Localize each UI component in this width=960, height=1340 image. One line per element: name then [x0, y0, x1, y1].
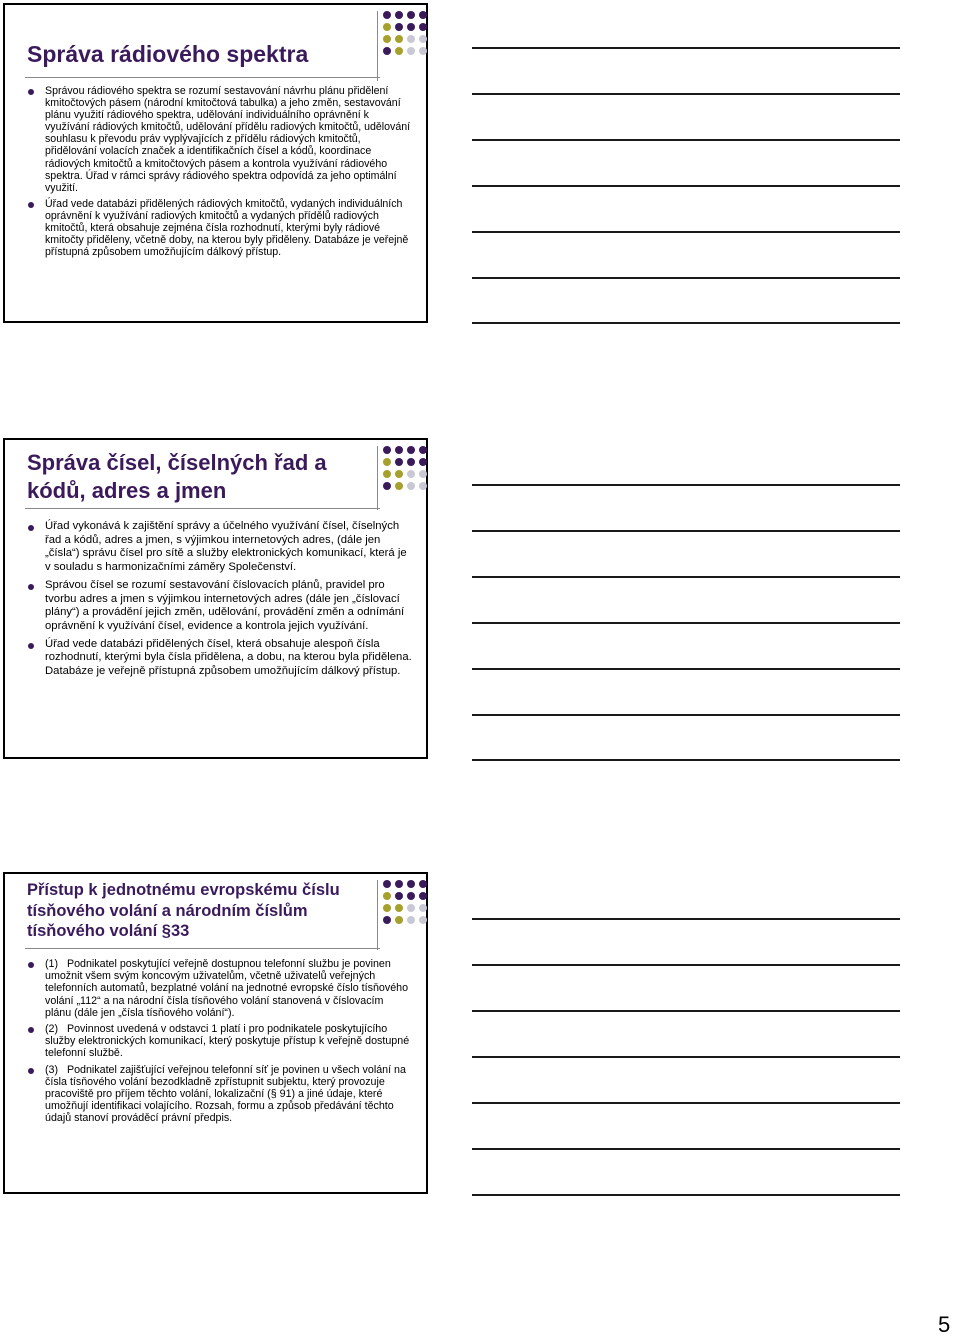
dot — [395, 35, 403, 43]
bullet-item: Správou čísel se rozumí sestavování číslovacích plánů, pravidel pro tvorbu adres a jmen s výjimkou internetových adres (dále jen „číslovací plány“) a provádění jejich změn, udělování, provádění změn a odnímání oprávnění k využívání čísel, evidence a kontrola jejich využívání. — [25, 579, 412, 634]
dot — [383, 904, 391, 912]
slide-3 — [3, 872, 428, 1194]
note-line — [472, 918, 900, 920]
bullet-item: Správou rádiového spektra se rozumí sestavování návrhu plánu přidělení kmitočtových pásem (národní kmitočtová tabulka) a jeho změn, sestavování plánu využití rádiového spektra, udělování individuálního oprávnění k využívání rádiových kmitočtů, udělování přídělu radiových kmitočtů, udělování souhlasu k převodu práv vyplývajících z přídělu rádiových kmitočtů, přidělování volacích značek a identifikačních čísel a kódů, koordinace rádiových kmitočtů a kmitočtových pásem a kontrola využívání rádiového spektra. Úřad v rámci správy rádiového spektra odpovídá za jeho optimální využití. — [25, 85, 412, 194]
dot — [383, 446, 391, 454]
bullet-item: Úřad vede databázi přidělených čísel, která obsahuje alespoň čísla rozhodnutí, kterými byla čísla přidělena, a dobu, na kterou byla přidělena. Databáze je veřejně přístupná způsobem umožňujícím dálkový přístup. — [25, 638, 412, 679]
dot — [395, 47, 403, 55]
slide-1 — [3, 3, 428, 323]
dot-grid-icon — [383, 446, 427, 490]
dot — [395, 880, 403, 888]
dot — [419, 35, 427, 43]
note-line — [472, 1148, 900, 1150]
dot — [419, 47, 427, 55]
note-line — [472, 231, 900, 233]
note-line — [472, 1010, 900, 1012]
dot — [395, 892, 403, 900]
divider-horizontal — [25, 77, 380, 78]
note-line — [472, 93, 900, 95]
note-line — [472, 530, 900, 532]
divider-horizontal — [25, 948, 380, 949]
note-line — [472, 668, 900, 670]
dot — [407, 11, 415, 19]
note-line — [472, 322, 900, 324]
dot — [407, 23, 415, 31]
note-line — [472, 1102, 900, 1104]
dot — [383, 916, 391, 924]
dot — [395, 458, 403, 466]
dot — [419, 880, 427, 888]
dot — [419, 458, 427, 466]
dot — [407, 47, 415, 55]
divider-vertical — [377, 11, 378, 81]
dot — [395, 11, 403, 19]
dot — [407, 892, 415, 900]
divider-horizontal — [25, 508, 380, 509]
divider-vertical — [377, 446, 378, 510]
dot — [419, 904, 427, 912]
dot — [407, 916, 415, 924]
dot — [383, 35, 391, 43]
bullet-item: (3) Podnikatel zajišťující veřejnou telefonní síť je povinen u všech volání na čísla tísňového volání bezodkladně zpřístupnit subjektu, který provozuje pracoviště pro příjem těchto volání, lokalizační (§ 91) a jiné údaje, které umožňují identifikaci volajícího. Rozsah, formu a způsob předávání těchto údajů stanoví prováděcí právní předpis. — [25, 1064, 412, 1125]
divider-vertical — [377, 880, 378, 950]
note-line — [472, 1056, 900, 1058]
dot — [395, 916, 403, 924]
dot — [383, 458, 391, 466]
note-line — [472, 759, 900, 761]
bullet-list — [25, 520, 412, 683]
note-line — [472, 47, 900, 49]
dot — [419, 482, 427, 490]
dot — [383, 892, 391, 900]
dot — [383, 23, 391, 31]
dot — [419, 23, 427, 31]
dot — [395, 23, 403, 31]
dot — [407, 482, 415, 490]
bullet-item: Úřad vede databázi přidělených rádiových kmitočtů, vydaných individuálních oprávnění k využívání radiových kmitočtů a vydaných přídělů radiových kmitočtů, která obsahuje zejména čísla rozhodnutí, kterými byly rádiové kmitočty přiděleny, včetně doby, na kterou byly přiděleny. Databáze je veřejně přístupná způsobem umožňujícím dálkový přístup. — [25, 198, 412, 258]
note-line — [472, 139, 900, 141]
dot — [383, 470, 391, 478]
slide-title: Správa čísel, číselných řad a kódů, adres a jmen — [27, 450, 327, 503]
dot-grid-icon — [383, 11, 427, 55]
note-line — [472, 714, 900, 716]
dot — [395, 470, 403, 478]
dot — [419, 446, 427, 454]
note-line — [472, 576, 900, 578]
bullet-item: Úřad vykonává k zajištění správy a účelného využívání čísel, číselných řad a kódů, adres a jmen, s výjimkou internetových adres, (dále jen „čísla“) správu čísel pro sítě a služby elektronických komunikací, která je v souladu s harmonizačními záměry Společenství. — [25, 520, 412, 575]
dot — [383, 482, 391, 490]
dot — [383, 47, 391, 55]
dot — [395, 904, 403, 912]
bullet-item: (2) Povinnost uvedená v odstavci 1 platí i pro podnikatele poskytujícího služby elektronických komunikací, který poskytuje přístup k veřejně dostupné telefonní službě. — [25, 1023, 412, 1060]
dot — [383, 880, 391, 888]
note-line — [472, 484, 900, 486]
dot — [407, 35, 415, 43]
dot — [419, 916, 427, 924]
dot — [419, 892, 427, 900]
page-number: 5 — [938, 1312, 951, 1337]
dot — [395, 446, 403, 454]
dot — [407, 458, 415, 466]
bullet-item: (1) Podnikatel poskytující veřejně dostupnou telefonní službu je povinen umožnit všem svým koncovým uživatelům, včetně uživatelů veřejných telefonních automatů, bezplatné volání na jednotné evropské číslo tísňového volání „112“ a na národní čísla tísňového volání stanovená v číslovacím plánu (dále jen „čísla tísňového volání“). — [25, 958, 412, 1019]
dot — [407, 880, 415, 888]
dot — [419, 11, 427, 19]
note-line — [472, 185, 900, 187]
slide-2 — [3, 438, 428, 759]
slide-title: Přístup k jednotnému evropskému číslu tísňového volání a národním číslům tísňového volání §33 — [27, 881, 340, 940]
dot — [395, 482, 403, 490]
slide-title: Správa rádiového spektra — [27, 41, 309, 67]
note-line — [472, 622, 900, 624]
dot — [383, 11, 391, 19]
dot — [419, 470, 427, 478]
dot — [407, 470, 415, 478]
note-line — [472, 277, 900, 279]
dot-grid-icon — [383, 880, 427, 924]
bullet-list — [25, 85, 412, 262]
note-line — [472, 964, 900, 966]
dot — [407, 904, 415, 912]
bullet-list — [25, 958, 412, 1129]
dot — [407, 446, 415, 454]
note-line — [472, 1194, 900, 1196]
